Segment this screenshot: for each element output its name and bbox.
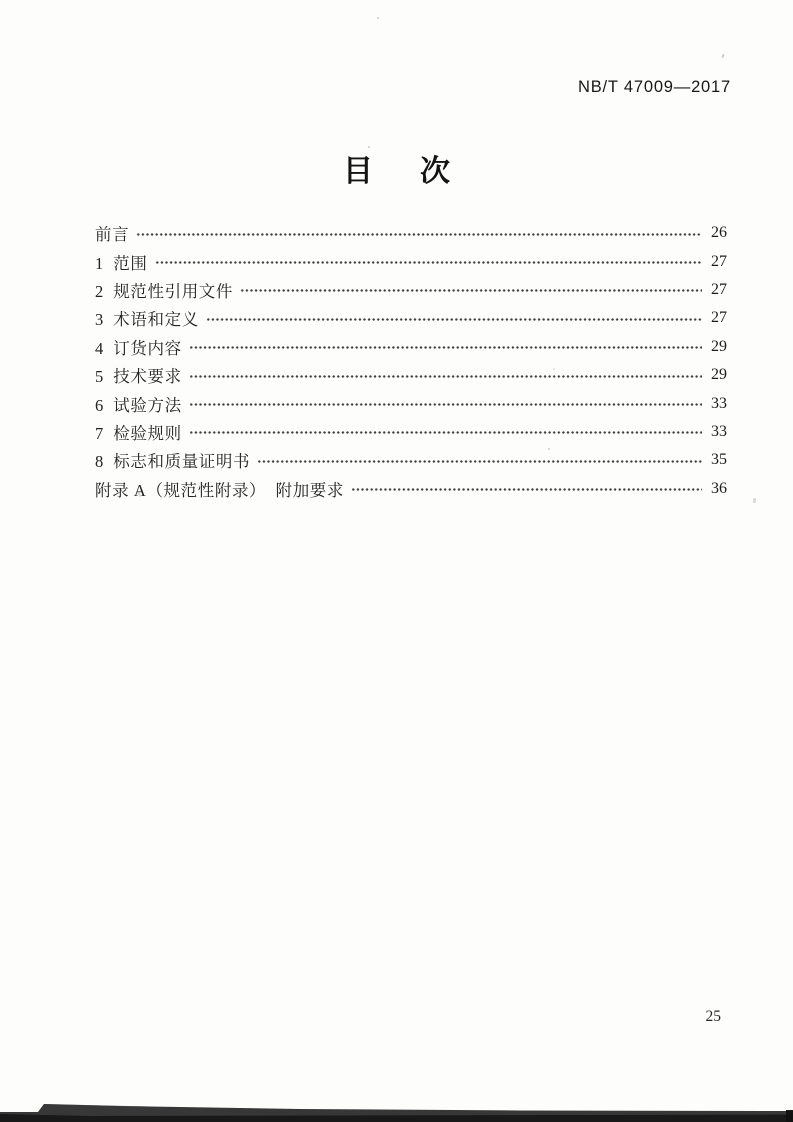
toc-entry-label: 4 订货内容 [95, 338, 182, 358]
toc-entry-test-methods [95, 389, 727, 417]
scan-edge-artifact [0, 1100, 793, 1122]
scan-speck [548, 448, 550, 450]
title-char-2: 次 [420, 155, 450, 188]
toc-entry-scope [95, 247, 727, 275]
toc-entry-label: 3 术语和定义 [95, 310, 199, 330]
dot-leader [206, 316, 702, 323]
toc-entry-technical-requirements [95, 361, 727, 389]
title-char-1: 目 [343, 155, 373, 188]
scan-speck [368, 146, 370, 148]
standard-number-header: NB/T 47009—2017 [578, 78, 731, 96]
toc-entry-marking-quality-certificate [95, 446, 727, 474]
scan-speck [721, 54, 724, 58]
toc-entry-page: 29 [711, 337, 727, 355]
toc-entry-label: 8 标志和质量证明书 [95, 452, 251, 472]
dot-leader [155, 259, 703, 266]
table-of-contents [95, 219, 727, 503]
toc-entry-label: 附录 A（规范性附录） 附加要求 [95, 480, 344, 500]
page-number: 25 [705, 1008, 721, 1025]
toc-entry-page: 27 [711, 309, 727, 327]
toc-entry-inspection-rules [95, 418, 727, 446]
toc-entry-page: 26 [711, 224, 727, 242]
toc-entry-label: 6 试验方法 [95, 395, 182, 415]
toc-entry-page: 29 [711, 366, 727, 384]
dot-leader [189, 401, 702, 408]
dot-leader [136, 231, 702, 238]
dot-leader [189, 373, 702, 380]
toc-entry-page: 33 [711, 394, 727, 412]
toc-entry-label: 前言 [95, 225, 130, 245]
toc-entry-foreword [95, 219, 727, 247]
dot-leader [240, 287, 702, 294]
toc-entry-label: 5 技术要求 [95, 367, 182, 387]
toc-entry-normative-references [95, 276, 727, 304]
toc-entry-page: 27 [711, 280, 727, 298]
toc-entry-terms-definitions [95, 304, 727, 332]
toc-entry-ordering-content [95, 333, 727, 361]
toc-entry-page: 36 [711, 479, 727, 497]
toc-entry-page: 27 [711, 252, 727, 270]
scan-speck [377, 17, 379, 19]
dot-leader [189, 429, 702, 436]
toc-entry-label: 7 检验规则 [95, 423, 182, 443]
toc-entry-page: 35 [711, 451, 727, 469]
scan-speck [753, 498, 756, 503]
toc-entry-label: 1 范围 [95, 253, 148, 273]
dot-leader [257, 458, 702, 465]
scan-speck [553, 368, 555, 370]
toc-entry-appendix-a [95, 475, 727, 503]
page-title [0, 146, 793, 190]
toc-entry-page: 33 [711, 422, 727, 440]
dot-leader [351, 486, 702, 493]
toc-entry-label: 2 规范性引用文件 [95, 281, 233, 301]
dot-leader [189, 344, 702, 351]
